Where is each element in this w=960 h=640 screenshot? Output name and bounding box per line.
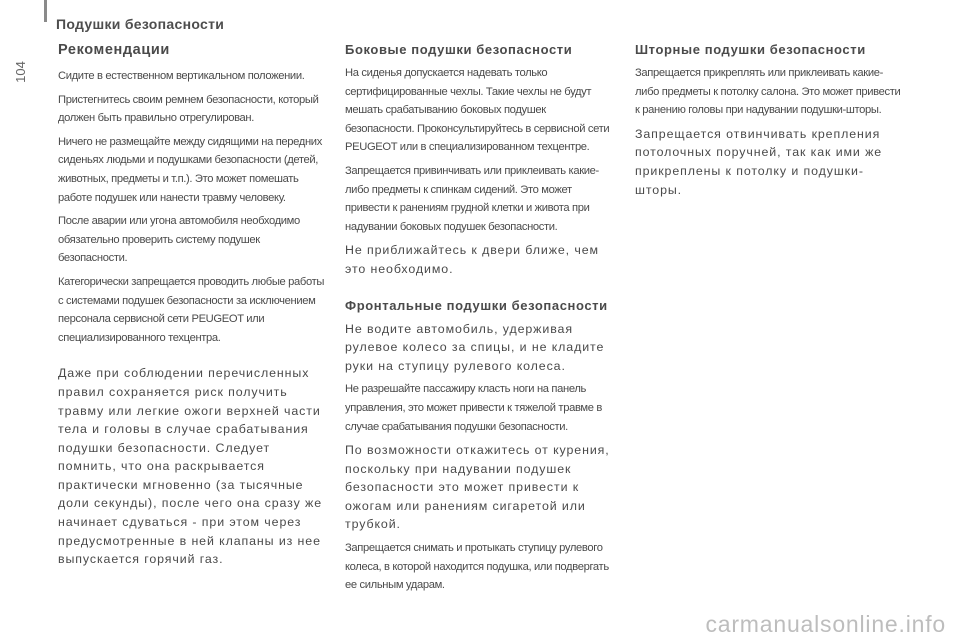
- column-recommendations: [58, 42, 328, 574]
- side-airbags-paragraph: Не приближайтесь к двери ближе, чем это необходимо.: [345, 243, 599, 276]
- front-airbags-paragraph: Запрещается снимать и протыкать ступицу рулевого колеса, в которой находится подушка, или подвергать ее сильным ударам.: [345, 542, 609, 592]
- side-airbags-paragraph: На сиденья допускается надевать только сертифицированные чехлы. Такие чехлы не будут мешать срабатыванию боковых подушек безопасности. Проконсультируйтесь в сервисной сети PEUGEOT или в специализированном техцентре.: [345, 67, 610, 154]
- recommendation-paragraph: Пристегнитесь своим ремнем безопасности, который должен быть правильно отрегулирован.: [58, 93, 319, 125]
- watermark: carmanualsonline.info: [705, 611, 946, 637]
- front-airbags-heading: Фронтальные подушки безопасности: [345, 297, 608, 313]
- header-accent-bar: [44, 0, 47, 22]
- recommendation-paragraph: Ничего не размещайте между сидящими на передних сиденьях людьми и подушками безопасности (детей, животных, предметы и т.п.). Это может помешать работе подушек или нанести травму человеку.: [58, 135, 322, 204]
- column-curtain-airbags: [635, 42, 905, 204]
- column-side-front-airbags: [345, 42, 615, 600]
- curtain-airbags-heading: Шторные подушки безопасности: [635, 42, 866, 57]
- side-airbags-paragraph: Запрещается привинчивать или приклеивать какие-либо предметы к спинкам сидений. Это может привести к ранениям грудной клетки и живота при надувании боковых подушек безопасности.: [345, 164, 599, 233]
- recommendation-paragraph: Сидите в естественном вертикальном положении.: [58, 70, 305, 82]
- recommendation-paragraph: После аварии или угона автомобиля необходимо обязательно проверить систему подушек безопасности.: [58, 215, 300, 265]
- recommendations-heading: Рекомендации: [58, 42, 170, 58]
- front-airbags-paragraph: Не разрешайте пассажиру класть ноги на панель управления, это может привести к тяжелой травме в случае срабатывания подушки безопасности.: [345, 383, 602, 433]
- curtain-airbags-paragraph: Запрещается прикреплять или приклеивать какие-либо предметы к потолку салона. Это может привести к ранению головы при надувании подушки-шторы.: [635, 67, 901, 117]
- page-number: 104: [13, 61, 28, 83]
- curtain-airbags-paragraph: Запрещается отвинчивать крепления потолочных поручней, так как ими же прикреплены к потолку и подушки-шторы.: [635, 126, 883, 197]
- recommendation-paragraph: Категорически запрещается проводить любые работы с системами подушек безопасности за исключением персонала сервисной сети PEUGEOT или специализированного техцентра.: [58, 275, 325, 344]
- front-airbags-paragraph: По возможности откажитесь от курения, поскольку при надувании подушек безопасности это может привести к ожогам или ранениям сигаретой или трубкой.: [345, 443, 610, 532]
- front-airbags-paragraph: Не водите автомобиль, удерживая рулевое колесо за спицы, и не кладите руки на ступицу рулевого колеса.: [345, 321, 605, 373]
- page-header-title: Подушки безопасности: [56, 16, 225, 32]
- burn-risk-warning: Даже при соблюдении перечисленных правил сохраняется риск получить травму или легкие ожоги верхней части тела и головы в случае срабатывания подушки безопасности. Следует помнить, что она раскрывается практически мгновенно (за тысячные доли секунды), после чего она сразу же начинает сдуваться - при этом через предусмотренные в ней клапаны из нее выпускается горячий газ.: [58, 366, 323, 567]
- side-airbags-heading: Боковые подушки безопасности: [345, 42, 573, 57]
